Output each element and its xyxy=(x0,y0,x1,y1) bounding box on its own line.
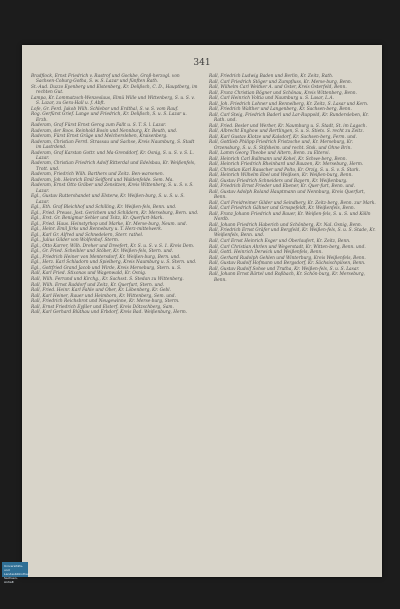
left-column xyxy=(31,74,199,316)
library-badge xyxy=(2,562,30,584)
register-entry: Raderam, Fürst Ernst Gräge und Melchersleben, Kraisenberg. xyxy=(31,134,168,140)
badge-line: Sachsen-Anhalt xyxy=(4,576,18,584)
register-entry: Rall, Friedrich Ernst Frieder und Ebener, Kr. Quer-furt, Benn. und. xyxy=(209,184,356,190)
register-entry: Rall, Wilh. Ferrand und Kirchg., Kr. Sachsst. S. Stedan zu Wittenberg. xyxy=(31,276,184,282)
register-entry: Rall, Carl Christian Ahrlen und Wegerstadt, Kr. Witten-berg, Benn. und. xyxy=(209,244,366,250)
register-entry: Egl., Gustav Ruttershandet und Elsterw, Kr. Weißen-burg, S. u. S. u. S. Lazar. xyxy=(31,194,185,205)
register-entry: Lampa, Kr. Lommatzsch-Wenzeslaus, Elmü Wille und Wittenberg, S. u. S. v. S. Lazar, zu Gera-Hall u. f. Abft. xyxy=(31,95,195,107)
register-entry: Raderam, Graf Karstan Gottr. und Ma-Grenddorf, Kr. Osnig, S. u. S. v. S. L. Lazar. xyxy=(31,150,194,161)
register-entry: Egl., Erst. Gr. Benigmar Sehler und Tsitz, Kr. Querfurt-Mark. xyxy=(31,216,164,222)
register-entry: Rall, Wilhelm Carl Weitker A. und Oster, Kreis Osterfeld, Benn. xyxy=(209,85,347,91)
register-entry: Egl., Fried. Preuss. Jost. Gerichem und Schildern, Kr. Merseburg, Bern. und. xyxy=(31,210,199,216)
register-entry: Rall, Ernst Friedrich Eyßler und Elsterf. Kreis Dötzschberg, Sam. xyxy=(31,304,174,310)
register-entry: Egl., Herz. Karl Schladorn und Spielberg, Kreis Naumburg u. S. Stern. und. xyxy=(31,260,197,266)
register-entry: Egl., Karl Gr. Alfred und Schnedelern, Sterr. rathel. xyxy=(31,232,144,238)
register-entry: Raderam, der Roos. Reinhold Bosin und Nennburg, Kr. Beuth, und. xyxy=(31,128,178,134)
register-entry: Raderam, Christian Friedrich Adolf Ritterdal und Edelsbau, Kr. Weißenfels, Trott. und. xyxy=(31,161,196,172)
register-entry: Rall, Friedrich Ernst Gräfer und Bergfeld, Kr. Weißen-fels, S. u. S. Stade, Kr. Weißenfels, Benn. und. xyxy=(209,228,376,239)
register-entry: Rall, Heinrich Wilhelm Ebel und Weißsen, Kr. Weißen-burg, Benn. xyxy=(209,173,353,179)
register-entry: Rall, Gerhard Rudolph Gehlen und Winterburg, Kreis Weißenfels, Benn. xyxy=(209,255,366,261)
register-entry: Rall, Friedrich Ludwig Baden und Berlin, Kr. Zeitz, Rath. xyxy=(209,74,334,79)
register-entry: Egl., Fried. Haus. Heinstyrhop und Marke, Kr. Merse-burg, Neum. und. xyxy=(31,221,187,227)
register-entry: Rall, Friedrich Walther und Langenberg, Kr. Sachsen-berg, Benn. xyxy=(209,107,352,113)
register-entry: Rog. Gerfürst Grief. Lange und Friedrich, Kr. Delißsch, S. u. S. Lazar u. Erzb. xyxy=(31,112,187,123)
register-entry: Raderam, Joh. Heinrich Emil Seifford und Waldenfelde. Sem. Ma. xyxy=(31,177,174,183)
register-entry: Rall, Wilh. Ernst Raddorf und Zeitz, Kr. Querfurt, Stern. und. xyxy=(31,282,165,288)
register-entry: Rall, Fried. Besler und Werber, Kr. Naumburg u. S. Stadt, St. im Lagsch. xyxy=(209,123,367,129)
register-entry: Bradflock, Ernst Friedrich v. Rastrof und Gockbe, Groß-herzogl. von Sachsen-Coburg-Gotha, S. w. S. Lazar und fünften Rath. xyxy=(31,74,180,85)
register-entry: Rall, Christian Karl Rauscher und Polto, Kr. Orzig, S. u. S. v. S. Stark. xyxy=(209,167,360,173)
register-entry: Rall, Gustav Friedrich Schneiders und Bayern, Kr. Weißenburg. xyxy=(209,178,348,184)
register-entry: Rall, Franz Christian Bögner und Schönau, Kreis Wittenberg, Benn. xyxy=(209,90,357,96)
register-entry: Rall, Karl Fried. Stixonas und Wagenwald, Kr. Osnig. xyxy=(31,271,147,277)
register-entry: Rall, Karl Gustav Klotze und Kalsdorf, Kr. Sachsen-berg, Ferm. und. xyxy=(209,134,357,140)
register-entry: Rall, Fried. Heinr. Karl Fahle und Ober, Kr. Löbenberg, Kr. Gebl. xyxy=(31,288,172,294)
register-entry: Rall, Johann Friedrich Haberich und Schönberg, Kr. Nal. Osnig, Benn. xyxy=(209,222,363,228)
register-entry: Raderam, Christian Ferrd. Strassau und Sachse, Kreis Naumburg, S. Stadt im Lastrdend. xyxy=(31,139,195,150)
register-entry: Egl., Friedrich Heiner von Mentersdorf, Kr. Weißen-burg, Bern. und. xyxy=(31,254,181,260)
register-entry: Rall, Heinrich Carl Ballmann und Kohel, Kr. Schwe-berg, Benn. xyxy=(209,156,347,162)
register-entry: Raderam, Ernst Otto Gräber und Zensitzen, Kreis Wittenberg, S. u. S. v. S. Lazar. xyxy=(31,183,194,194)
badge-line: Universitäts- und xyxy=(4,564,24,572)
register-entry: Egl., Otto Karrer, Wilh. Dreher und Dreefert, Kr. S. u. S. v. S. 1. Kreis Dem. xyxy=(31,243,195,249)
register-entry: Egl., Gottfried Grand Jacob und Wirde, Kreis Merseburg, Stern. u. S. xyxy=(31,265,182,271)
register-entry: Rall, Carl Steig, Friedrich Baderl und Lar-Ruppold, Kr. Rundersleben, Kr. Rath. und. xyxy=(209,112,369,124)
register-entry: Rall, Carl Freidreimer Gilder und Seindbery, Kr. Zeitz-berg, Benn. zur Mark. xyxy=(209,200,376,206)
register-entry: Rall, Karl Gerhard Blüthau und Erbdorf, Kreis Bad. Weißenburg, Herm. xyxy=(31,310,188,316)
register-entry: Rall, Lamm Georg Theobe und Altern, Benn. zu Elteroi. xyxy=(209,151,330,157)
register-entry: Rall, Gustav Rudolf Hofmann und Bergsdorf, Kr. Sächsischpilsen, Benn. xyxy=(209,261,366,267)
register-entry: Lofe, Gr. Ferd. Jakob Wilh. Schlebor und Erdthal, S. w. S. vom Rauf. xyxy=(31,106,179,112)
register-entry: Rall, Gustav Adolph Roland Hauptmann und Nennburg, Kreis Querfurt, Benn. xyxy=(209,189,365,201)
register-entry: Egl., Heinr. Emil Jirks und Rennebury u. T. Herz-mittelwerk. xyxy=(31,227,163,233)
register-entry: Rall, Carl Friedrich Stöger und Zumpfluss, Kr. Merse-burg, Benn. xyxy=(209,79,353,85)
right-column xyxy=(209,74,377,283)
register-entry: Rall, Carl Ernst Heinrich Esger und Oberlaufert, Kr. Zeitz, Benn. xyxy=(209,239,351,244)
register-entry: Rall, Franz Johann Friedrich und Bauer, Kr. Weißen-fels, S. u. S. und Kölln Nordb. xyxy=(209,211,371,223)
register-entry: Rall, Carl Friedrich Gähner und Grnspefeldt, Kr. Weißenfels, Benn. xyxy=(209,206,356,212)
page-number: 341 xyxy=(193,58,211,68)
register-entry: Rall, Joh. Friedrich Lohner und Rennelberg, Kr. Zeitz, S. Lasar und Kern. xyxy=(209,101,369,107)
register-entry: Rall, Gottl. Heinrich Derwick und Weißenfels, Benn. xyxy=(209,250,323,256)
register-entry: Egl., Julius Gilder von Wolfenhof. Sterm. xyxy=(31,238,120,244)
register-entry: St.-Aud. Duzzo Eyenberg und Elstenberg, Kr. Delißsch, C. D., Hauptberg, im rechten Gut. xyxy=(31,84,198,96)
register-entry: Egl., Eth. Graf Bleichhof und Schilling, Kr. Weißen-fels, Benn. und. xyxy=(31,205,177,211)
register-entry: Rall, Gottlieb Philipp Friedrich Fristzsche und, Kr. Merseburg, Kr. Orzensburg, S. u. S. Stifsheim. und recht. Stsk. und Ohne Brin. xyxy=(209,140,353,151)
register-entry: Rall, Heinrich Friedrich Rheinhard und Bauzen, Kr. Merseburg, Herm. xyxy=(209,162,364,168)
register-entry: Rall, Carl Heinrich Voltia und Naumburg u. S. Lasar, L.A. xyxy=(209,96,334,102)
register-entry: Rall, Karl Heiner, Rauer und Heimborn, Kr. Wittenberg, Sem. und. xyxy=(31,293,176,299)
register-entry: Rall, Johann Ernst Bärtel und Roßbach, Kr. Schön-burg, Kr. Merseburg, Benn. xyxy=(209,272,365,283)
register-entry: Rall, Friedrich Reichsbrot und Neugewinne, Kr. Merse-burg, Sterm. xyxy=(31,299,180,305)
register-entry: Raderam, Friedrich Wilh. Barthers und Zeitz. Ben-warsenen. xyxy=(31,172,164,178)
scanned-page xyxy=(22,45,382,577)
badge-line: Landesbibliothek xyxy=(4,572,30,576)
register-entry: Raderam, Graf Fürst Ernst Gerog zum Fallt u. S. T. S. l. Lazar. xyxy=(31,123,167,129)
register-entry: Rall, Albrecht Enghow und Rertlingen, S. u. S. Stiets. S. recht zu Zeitz. xyxy=(209,129,364,135)
register-entry: Rall, Gustav Rudolf Sohse und Trutha, Kr. Weißen-fels, S. u. S. Lasar. xyxy=(209,266,360,272)
register-entry: Egl., Gr. Fried. Scheibler und Stöber, Kr. Weißen-fels, Stern. und. xyxy=(31,249,174,255)
